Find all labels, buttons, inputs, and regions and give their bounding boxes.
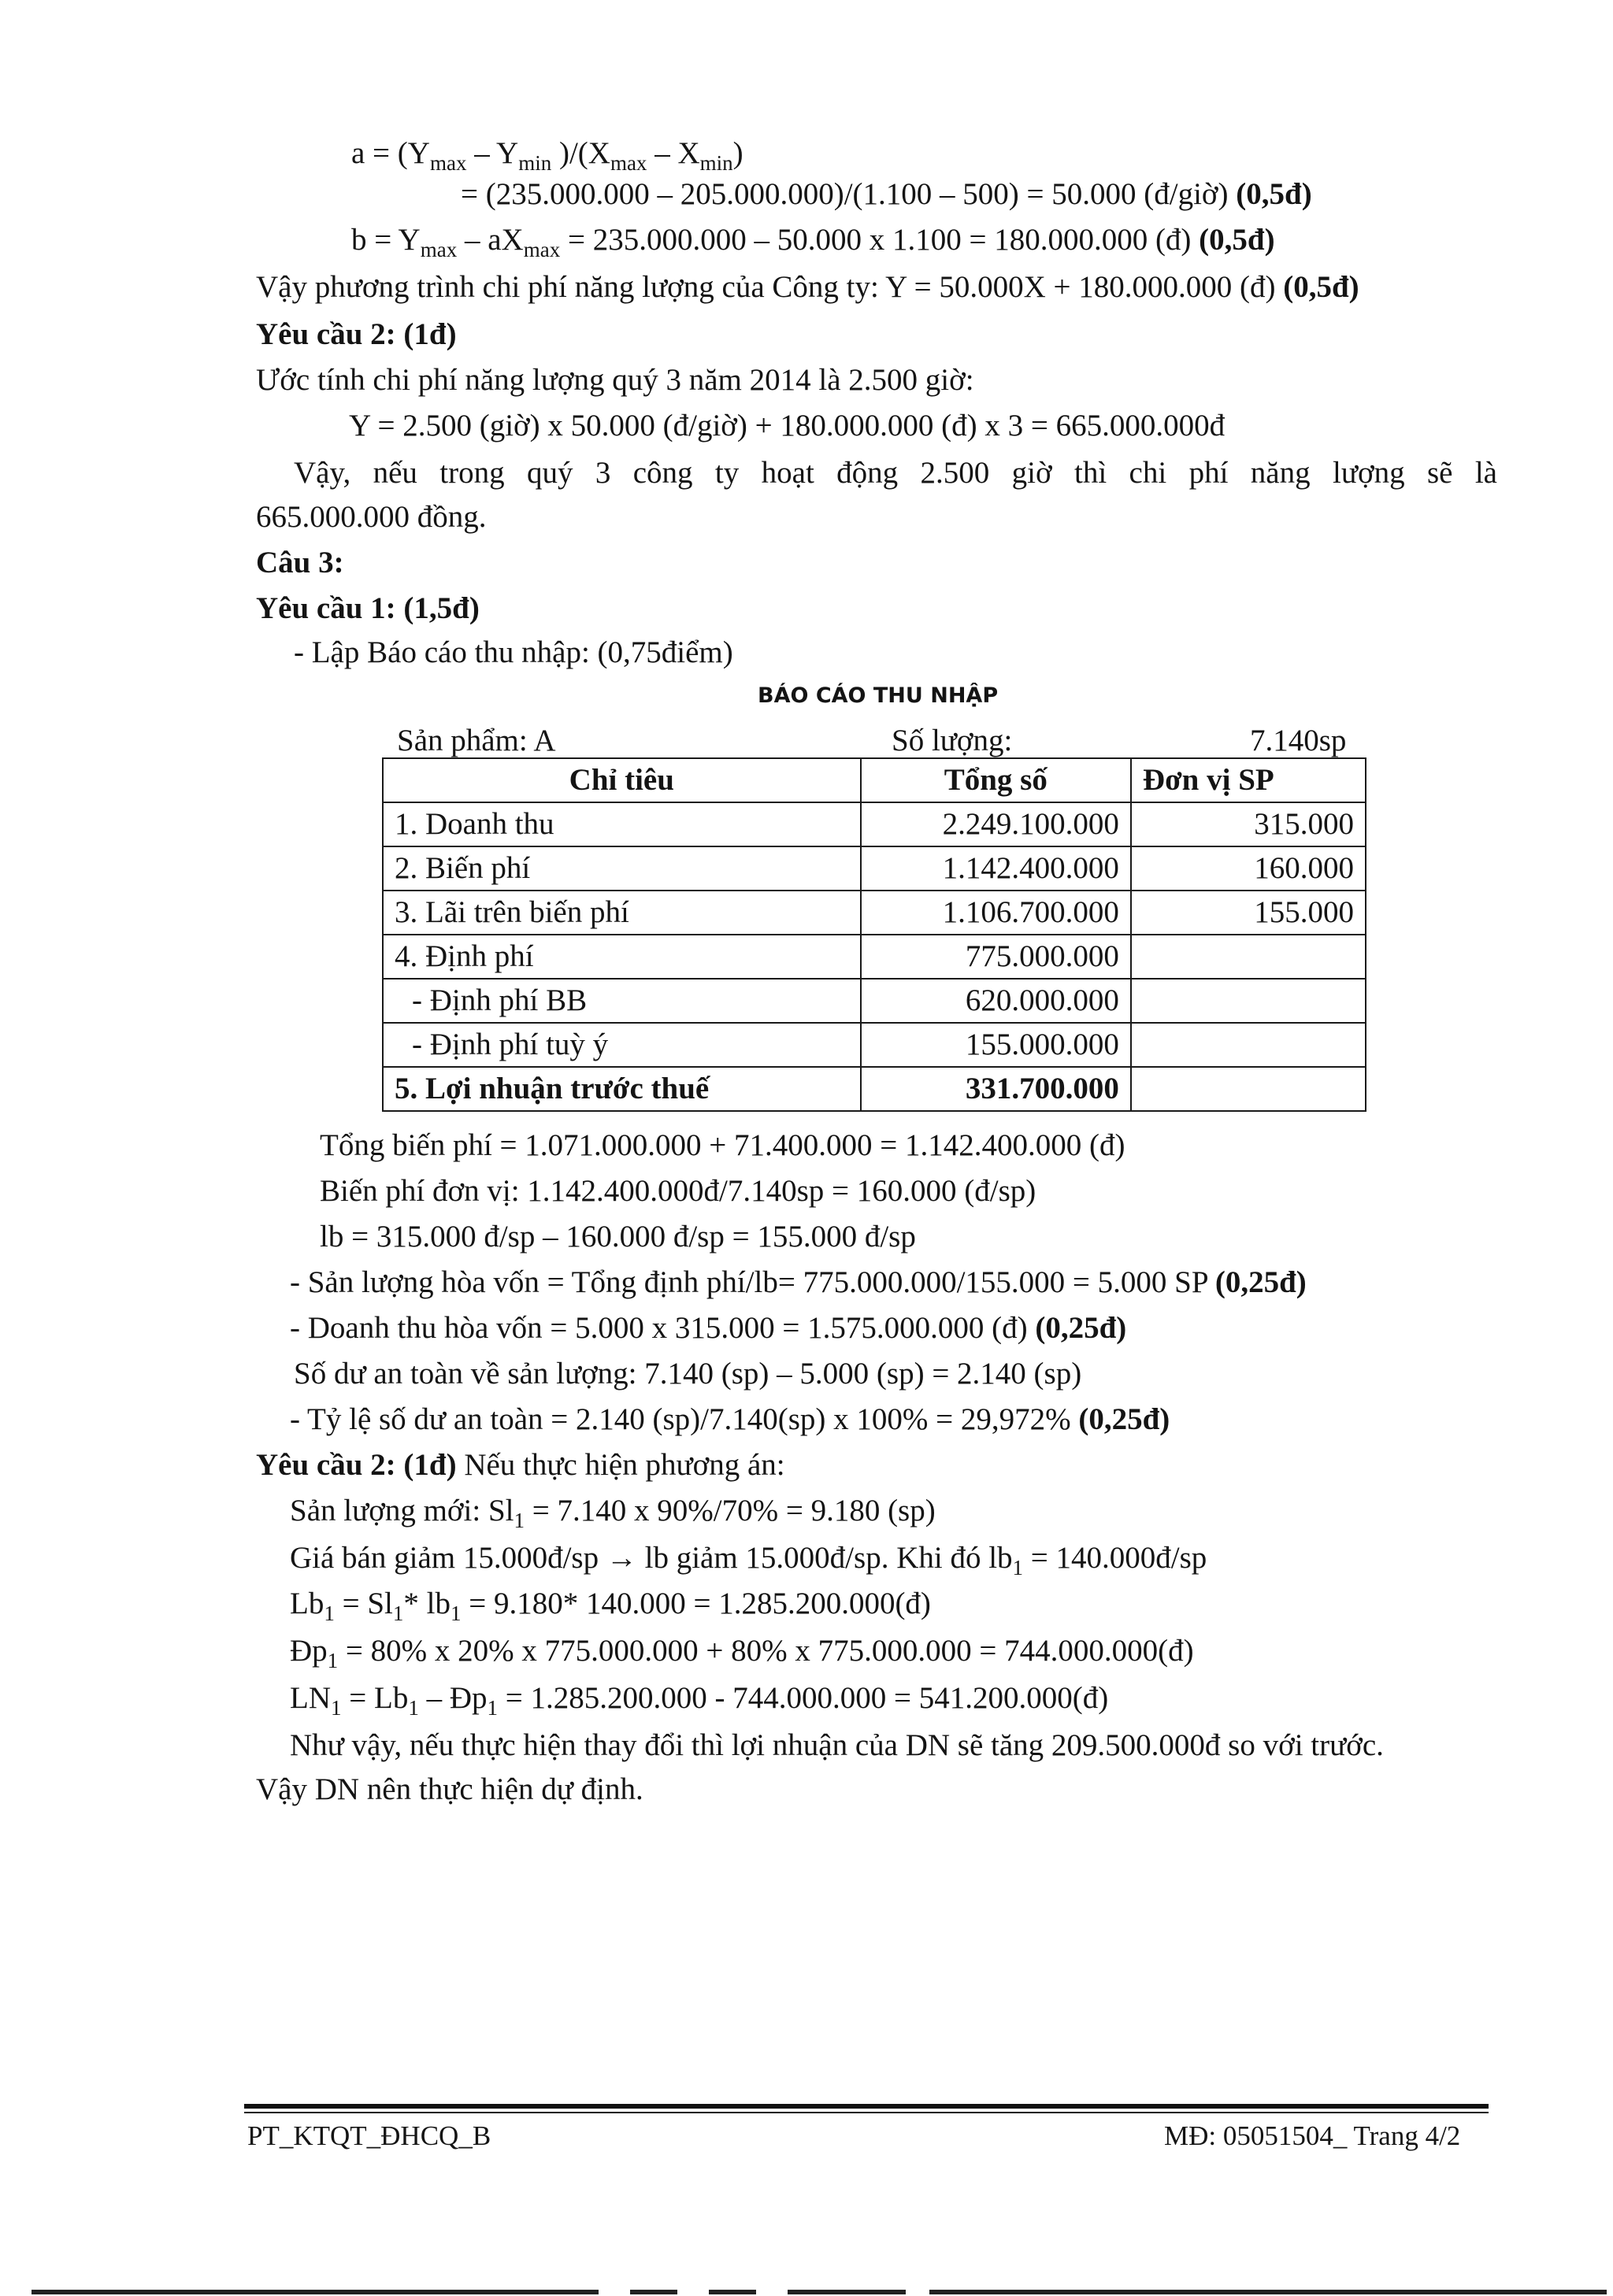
row-unit: 315.000: [1131, 802, 1366, 846]
report-title: BÁO CÁO THU NHẬP: [758, 683, 999, 708]
safety-margin-ratio: - Tỷ lệ số dư an toàn = 2.140 (sp)/7.140(sp) x 100% = 29,972% (0,25đ): [290, 1402, 1170, 1436]
table-header-row: [383, 758, 1366, 802]
footer-right: MĐ: 05051504_ Trang 4/2: [1164, 2120, 1461, 2151]
formula-a: $a = (Y_{max} - Y_{min}$ )$/(X_{max} - X_{min})$: [351, 136, 743, 175]
report-intro: - Lập Báo cáo thu nhập: (0,75điểm): [294, 635, 733, 669]
header-total: Tổng số: [861, 758, 1131, 802]
scan-edge-rule: [788, 2290, 906, 2294]
table-row: [383, 891, 1366, 935]
price-reduction: Giá bán giảm 15.000đ/sp → lb giảm 15.000đ/sp. Khi đó $lb_1$ = 140.000đ/sp: [290, 1541, 1207, 1579]
formula-b: $b = Y_{max} - aX_{max} = 235.000.000 - 50.000$ x 1.100 = 180.000.000 (đ) (0,5đ): [351, 223, 1275, 261]
product-label: Sản phẩm: A: [397, 724, 556, 757]
row-label: - Định phí tuỳ ý: [383, 1023, 861, 1067]
row-unit: [1131, 1023, 1366, 1067]
footer-rule-thin: [244, 2112, 1489, 2113]
new-fixed-cost: $Đp_1 = 80\%$ x 20% x 775.000.000 + 80% x 775.000.000 = 744.000.000(đ): [290, 1634, 1194, 1672]
row-total: 155.000.000: [861, 1023, 1131, 1067]
row-total: 2.249.100.000: [861, 802, 1131, 846]
quantity-value: 7.140sp: [1250, 724, 1347, 757]
cost-equation: Vậy phương trình chi phí năng lượng của Công ty: Y = 50.000X + 180.000.000 (đ) (0,5đ): [256, 270, 1359, 304]
row-label: 3. Lãi trên biến phí: [383, 891, 861, 935]
header-indicator: Chỉ tiêu: [383, 758, 861, 802]
new-volume: Sản lượng mới: $Sl_1 = 7.140$ x 90%/70% = 9.180 (sp): [290, 1494, 936, 1532]
y-calculation: Y = 2.500 (giờ) x 50.000 (đ/giờ) + 180.000.000 (đ) x 3 = 665.000.000đ: [349, 409, 1226, 443]
scan-edge-rule: [32, 2290, 599, 2294]
requirement-1-heading: Yêu cầu 1: (1,5đ): [256, 591, 480, 625]
table-row: [383, 1023, 1366, 1067]
row-total: 775.000.000: [861, 935, 1131, 979]
total-variable-cost: Tổng biến phí = 1.071.000.000 + 71.400.000 = 1.142.400.000 (đ): [320, 1128, 1125, 1162]
row-label: 4. Định phí: [383, 935, 861, 979]
table-row: [383, 846, 1366, 891]
quantity-label: Số lượng:: [892, 724, 1013, 757]
formula-a-value: = (235.000.000 – 205.000.000)/(1.100 – 500) = 50.000 (đ/giờ) (0,5đ): [461, 177, 1312, 211]
row-total: 1.142.400.000: [861, 846, 1131, 891]
row-label: 1. Doanh thu: [383, 802, 861, 846]
estimate-text: Ước tính chi phí năng lượng quý 3 năm 2014 là 2.500 giờ:: [256, 363, 974, 397]
row-unit: [1131, 979, 1366, 1023]
table-row: [383, 979, 1366, 1023]
scan-edge-rule: [709, 2290, 756, 2294]
safety-margin: Số dư an toàn về sản lượng: 7.140 (sp) – 5.000 (sp) = 2.140 (sp): [294, 1357, 1082, 1391]
requirement-2-heading: Yêu cầu 2: (1đ): [256, 317, 457, 351]
conclusion-line-2: 665.000.000 đồng.: [256, 500, 487, 534]
row-label: 5. Lợi nhuận trước thuế: [383, 1067, 861, 1111]
question-3-heading: Câu 3:: [256, 546, 344, 580]
final-conclusion-2: Vậy DN nên thực hiện dự định.: [256, 1772, 643, 1806]
row-label: 2. Biến phí: [383, 846, 861, 891]
new-contribution: $Lb_1 = Sl_1*$ $lb_1 = 9.180*$ 140.000 = 1.285.200.000(đ): [290, 1587, 931, 1625]
table-row: [383, 1067, 1366, 1111]
row-unit: 155.000: [1131, 891, 1366, 935]
row-unit: [1131, 1067, 1366, 1111]
breakeven-volume: - Sản lượng hòa vốn = Tổng định phí/lb= 775.000.000/155.000 = 5.000 SP (0,25đ): [290, 1265, 1307, 1299]
footer-left: PT_KTQT_ĐHCQ_B: [247, 2120, 491, 2151]
new-profit: $LN_1 = Lb_1$ – $Đp_1 = 1.285.200.000 - 744.000.000$ = 541.200.000(đ): [290, 1681, 1109, 1720]
row-unit: 160.000: [1131, 846, 1366, 891]
requirement-2b-heading: Yêu cầu 2: (1đ) Nếu thực hiện phương án:: [256, 1448, 785, 1482]
row-total: 1.106.700.000: [861, 891, 1131, 935]
contribution-margin: lb = 315.000 đ/sp – 160.000 đ/sp = 155.000 đ/sp: [320, 1220, 916, 1254]
table-row: [383, 802, 1366, 846]
scan-edge-rule: [929, 2290, 1607, 2294]
footer-rule-thick: [244, 2104, 1489, 2109]
breakeven-revenue: - Doanh thu hòa vốn = 5.000 x 315.000 = 1.575.000.000 (đ) (0,25đ): [290, 1311, 1127, 1345]
header-per-unit: Đơn vị SP: [1131, 758, 1366, 802]
unit-variable-cost: Biến phí đơn vị: 1.142.400.000đ/7.140sp = 160.000 (đ/sp): [320, 1174, 1036, 1208]
row-total: 620.000.000: [861, 979, 1131, 1023]
scan-edge-rule: [630, 2290, 677, 2294]
table-row: [383, 935, 1366, 979]
row-total: 331.700.000: [861, 1067, 1131, 1111]
conclusion-line-1: Vậy, nếu trong quý 3 công ty hoạt động 2.500 giờ thì chi phí năng lượng sẽ là: [294, 456, 1497, 490]
income-report-table: [382, 757, 1366, 1112]
row-label: - Định phí BB: [383, 979, 861, 1023]
final-conclusion-1: Như vậy, nếu thực hiện thay đổi thì lợi nhuận của DN sẽ tăng 209.500.000đ so với trước.: [290, 1728, 1384, 1762]
row-unit: [1131, 935, 1366, 979]
